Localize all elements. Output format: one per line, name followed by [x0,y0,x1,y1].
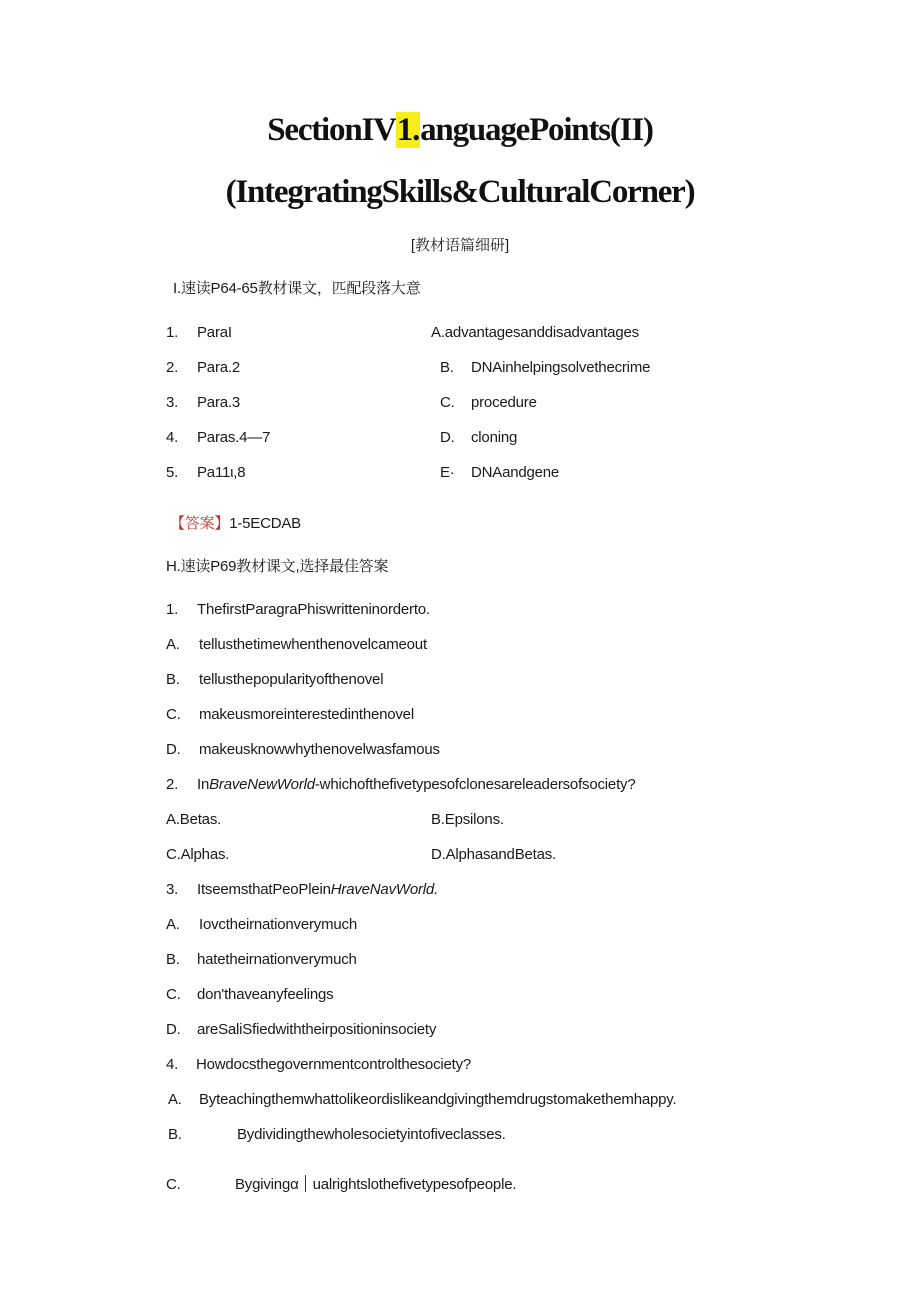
option: C. makeusmoreinterestedinthenovel [166,706,414,723]
answer-tag: 【答案】 [170,515,230,532]
question-4: 4. Howdocsthegovernmentcontrolthesociety? [166,1056,472,1073]
option: D. makeusknowwhythenovelwasfamous [166,741,440,758]
match-left-item: 2. Para.2 [166,359,240,376]
option: A. Iovctheirnationverymuch [166,916,357,933]
match-right-item: D. cloning [440,429,518,446]
page-title-line-1 [0,112,920,149]
option: C. Bygivingα ualrightslothefivetypesofpeople. [166,1176,517,1193]
option: B.Epsilons. [431,811,504,828]
option: C.Alphas. [166,846,230,863]
answer-line [170,512,301,533]
option: D. areSaliSfiedwiththeirpositioninsociety [166,1021,437,1038]
page-subtitle: [教材语篇细研] [410,237,510,254]
question-2: 2. InBraveNewWorld-whichofthefivetypesofclonesareleadersofsociety? [166,776,636,793]
match-left-item: 4. Paras.4—7 [166,429,271,446]
option: D.AlphasandBetas. [431,846,557,863]
question-3: 3. ItseemsthatPeoPleinHraveNavWorld. [166,881,439,898]
match-right-item: C. procedure [440,394,537,411]
divider-mark [305,1175,306,1192]
match-right-item: E· DNAandgene [440,464,560,481]
option: B. tellusthepopularityofthenovel [166,671,384,688]
option: B. Bydividingthewholesocietyintofiveclasses. [168,1126,506,1143]
section1-heading: I.速读P64-65教材课文，匹配段落大意 [173,280,421,297]
page-title-line-2: (IntegratingSkills&CulturalCorner) [225,174,695,210]
option: A. tellusthetimewhenthenovelcameout [166,636,427,653]
title-highlight: 1. [396,112,420,148]
title-part-a: SectionIV [267,112,396,148]
match-right-item: A.advantagesanddisadvantages [431,324,639,341]
match-right-item: B. DNAinhelpingsolvethecrime [440,359,651,376]
match-left-item: 3. Para.3 [166,394,240,411]
option: C. don'thaveanyfeelings [166,986,334,1003]
title-part-b: anguagePoints(II) [420,112,653,148]
match-left-item: 1. ParaI [166,324,232,341]
option: B. hatetheirnationverymuch [166,951,357,968]
answer-text: 1-5ECDAB [229,515,301,532]
option: A.Betas. [166,811,222,828]
section2-heading: H.速读P69教材课文,选择最佳答案 [166,558,389,575]
question-1: 1. ThefirstParagraPhiswritteninorderto. [166,601,430,618]
option: A. Byteachingthemwhattolikeordislikeandgivingthemdrugstomakethemhappy. [168,1091,677,1108]
match-left-item: 5. Pa11ι,8 [166,464,246,481]
